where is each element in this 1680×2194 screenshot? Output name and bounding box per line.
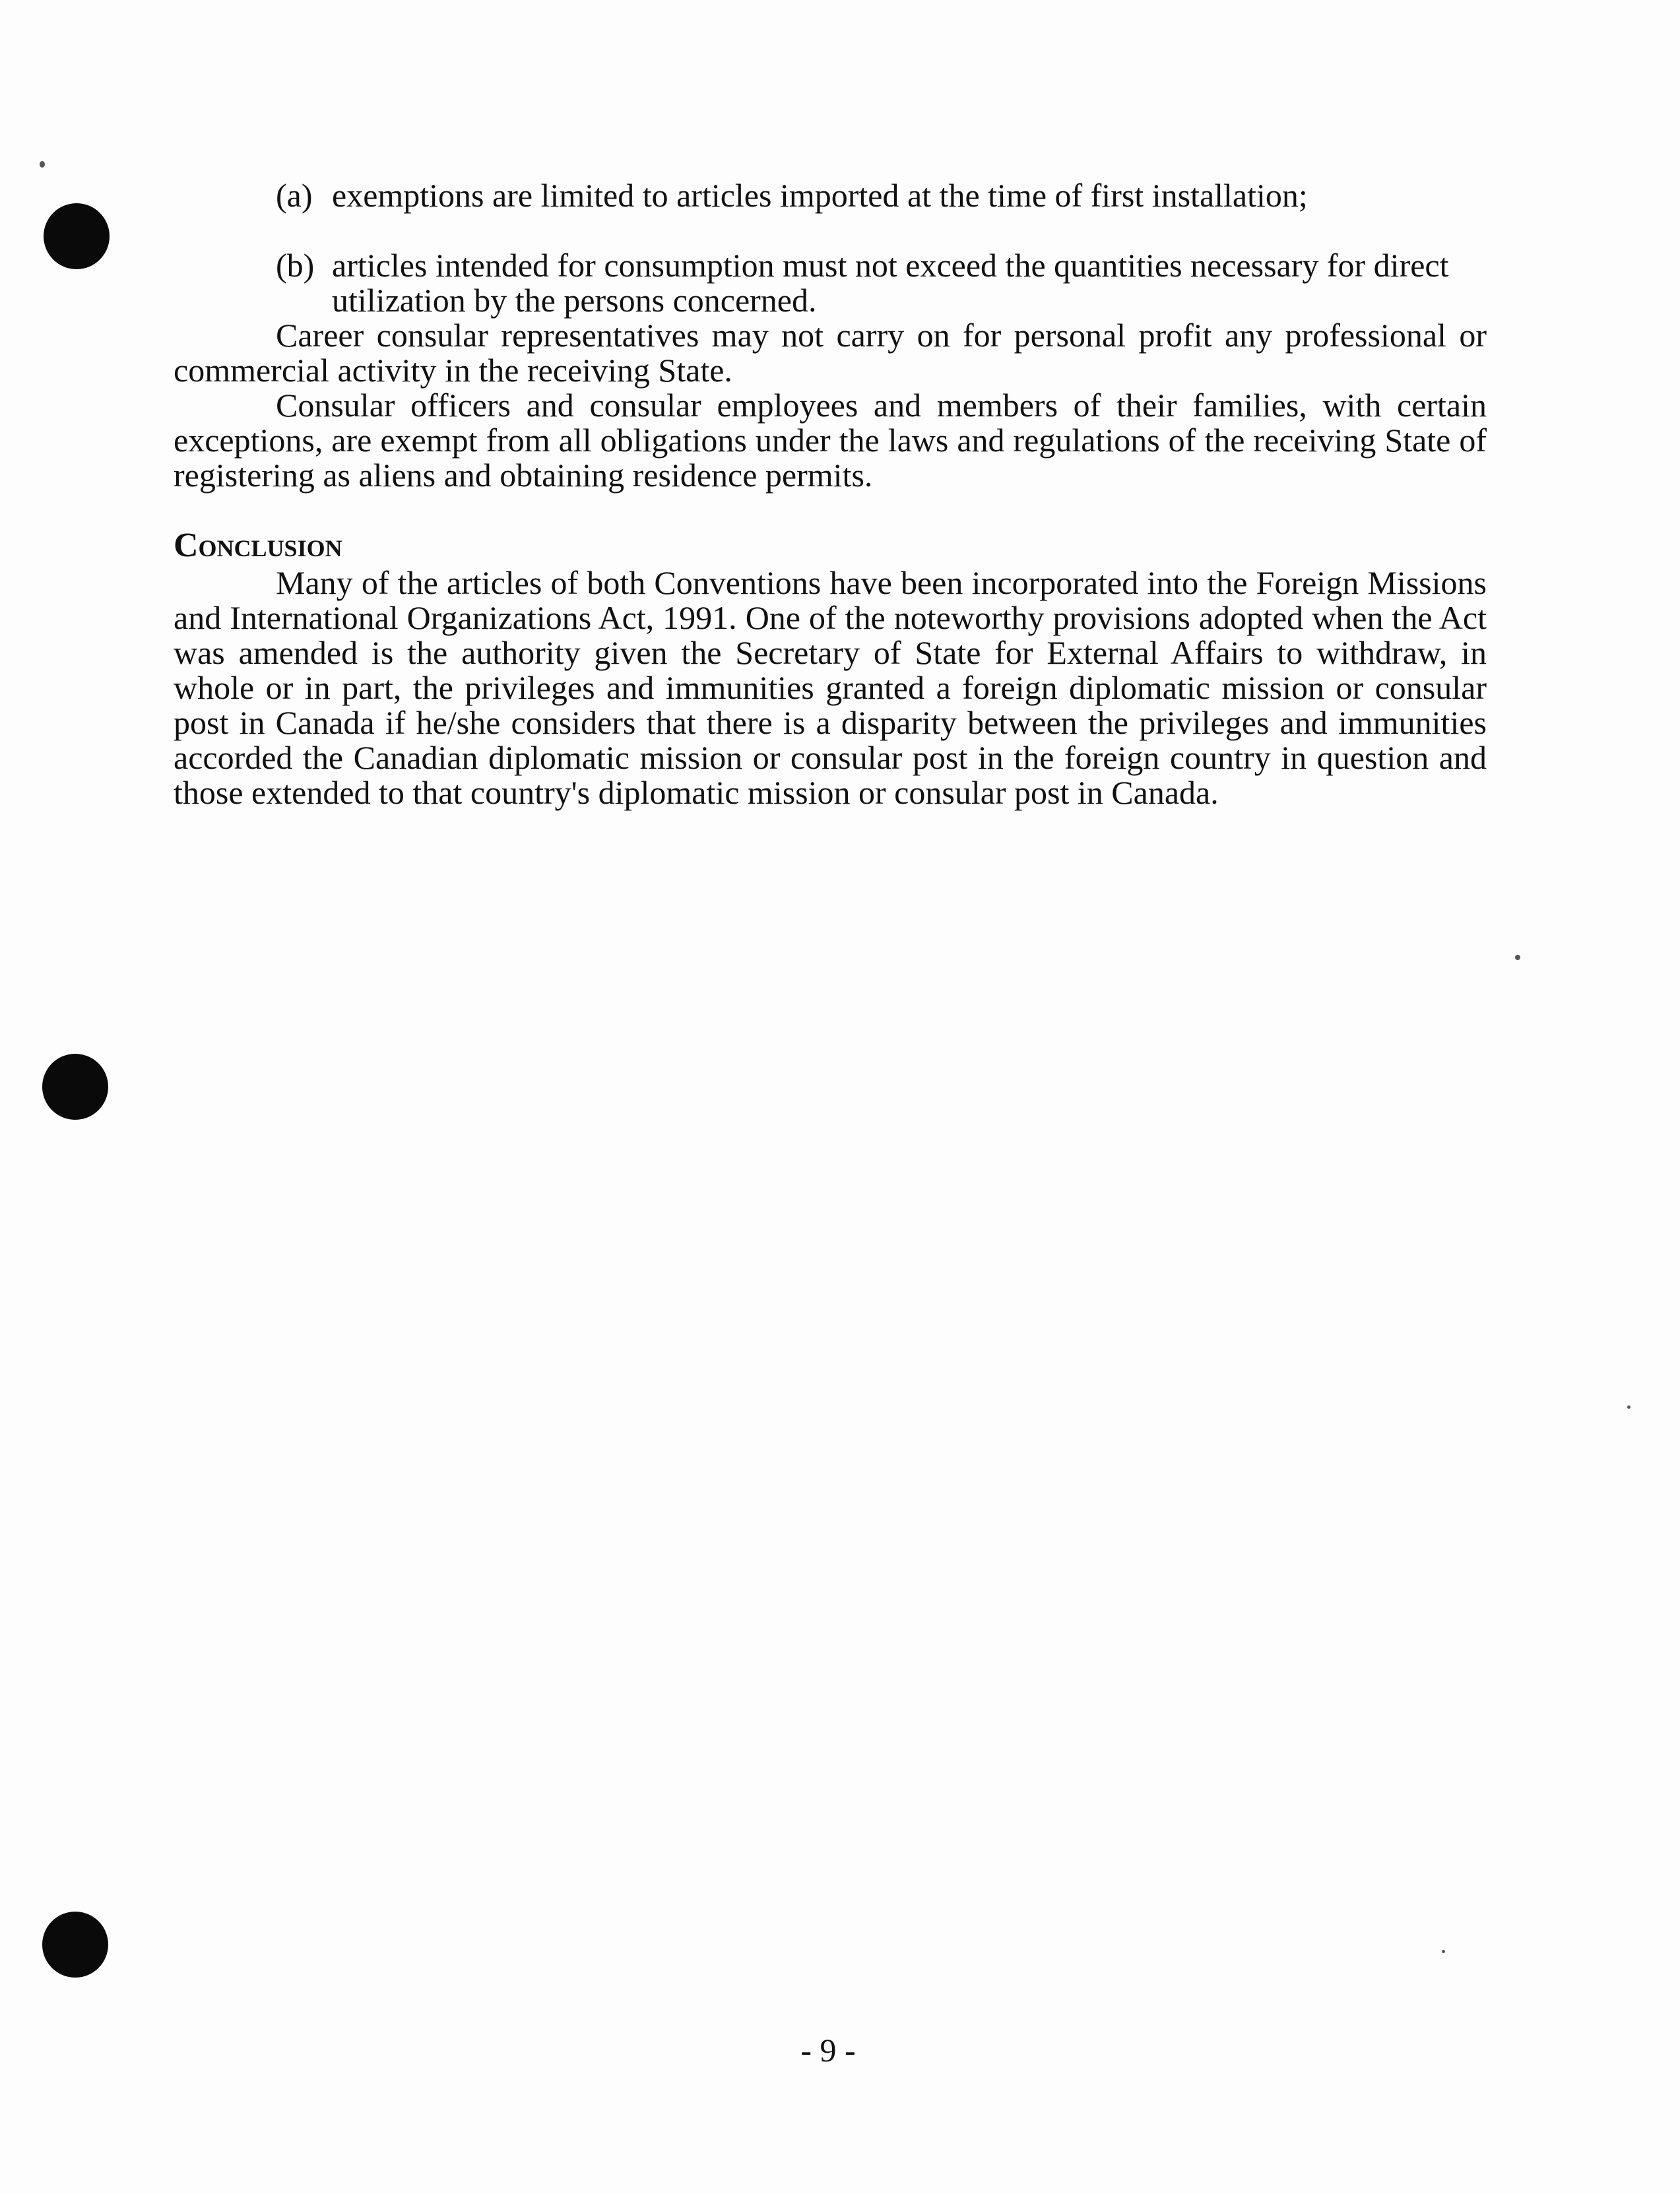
list-marker: (b) (276, 247, 315, 284)
paragraph: Consular officers and consular employees and members of their families, with certain exceptions, are exempt from all obligations under the laws and regulations of the receiving State of registering as aliens and obtaining residence permits. (174, 387, 1487, 494)
binder-hole (44, 203, 110, 269)
list-item (174, 178, 1487, 213)
list-item-text: exemptions are limited to articles imported at the time of first installation; (332, 177, 1308, 214)
paragraph: Career consular representatives may not carry on for personal profit any professional or commercial activity in the receiving State. (174, 317, 1487, 389)
scan-speck (1442, 1950, 1445, 1953)
scan-speck (1515, 955, 1520, 960)
binder-hole (42, 1912, 108, 1978)
binder-hole (42, 1054, 108, 1120)
list-item (174, 248, 1487, 318)
page-number: - 9 - (800, 2032, 856, 2069)
list-item-text: articles intended for consumption must not exceed the quantities necessary for direct utilization by the persons concerned. (332, 247, 1449, 319)
list-marker: (a) (276, 177, 313, 214)
paragraph: Many of the articles of both Conventions have been incorporated into the Foreign Missions and International Organizations Act, 1991. One of the noteworthy provisions adopted when the Act was amended is the authority given the Secretary of State for External Affairs to withdraw, in whole or in part, the privileges and immunities granted a foreign diplomatic mission or consular post in Canada if he/she considers that there is a disparity between the privileges and immunities accorded the Canadian diplomatic mission or consular post in the foreign country in question and those extended to that country's diplomatic mission or consular post in Canada. (174, 564, 1487, 811)
scan-speck (40, 161, 45, 168)
document-body (174, 173, 1487, 810)
section-heading: Conclusion (174, 527, 342, 564)
scan-speck (1627, 1405, 1631, 1409)
